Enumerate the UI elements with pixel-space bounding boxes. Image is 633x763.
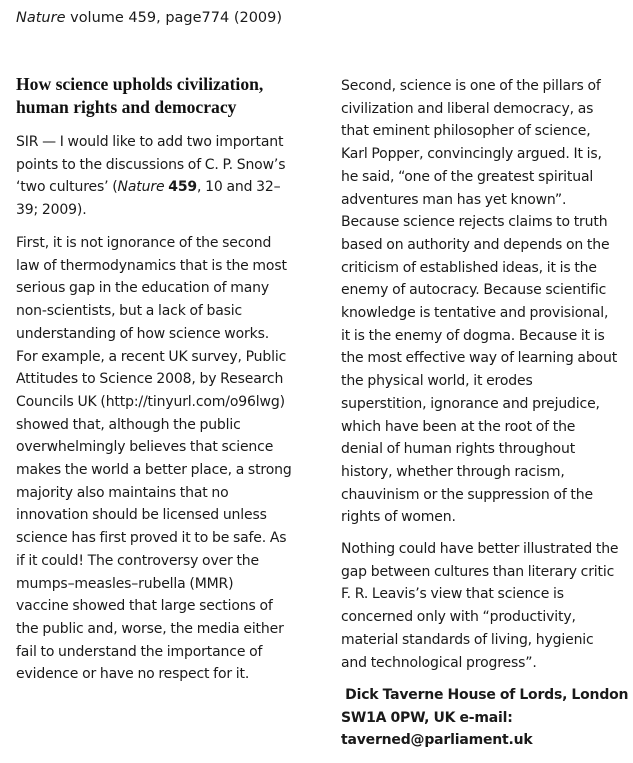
text-line: which have been at the root of the [341, 418, 576, 435]
journal-name: Nature [117, 179, 165, 196]
text-line: the public and, worse, the media either [16, 620, 284, 637]
text-line: mumps–measles–rubella (MMR) [16, 575, 234, 592]
paragraph-intro [16, 131, 285, 222]
title-line: How science upholds civilization, [16, 74, 264, 94]
text-line: it is the enemy of dogma. Because it is [341, 327, 605, 344]
text-line: history, whether through racism, [341, 463, 565, 480]
text-line: serious gap in the education of many [16, 280, 270, 297]
text-line: he said, “one of the greatest spiritual [341, 168, 594, 185]
text-line: based on authority and depends on the [341, 236, 610, 253]
signature-line: Dick Taverne House of Lords, London [341, 687, 629, 703]
article-title [16, 73, 263, 119]
text-line: superstition, ignorance and prejudice, [341, 395, 600, 412]
text-line: that eminent philosopher of science, [341, 123, 591, 140]
text-line: adventures man has yet known”. [341, 191, 567, 208]
text-line: the physical world, it erodes [341, 373, 533, 390]
text-line: material standards of living, hygienic [341, 631, 594, 648]
text-line: the most effective way of learning about [341, 350, 618, 367]
text-span: , 10 and 32– [197, 179, 281, 196]
text-line: and technological progress”. [341, 654, 537, 671]
text-line: rights of women. [341, 509, 456, 526]
text-line: knowledge is tentative and provisional, [341, 305, 609, 322]
volume-number: 459 [168, 179, 198, 196]
text-line: understanding of how science works. [16, 325, 270, 342]
text-line: vaccine showed that large sections of [16, 598, 273, 615]
text-line: non-scientists, but a lack of basic [16, 303, 243, 320]
text-line: denial of human rights throughout [341, 441, 576, 458]
text-line: enemy of autocracy. Because scientific [341, 282, 607, 299]
signature-line: SW1A 0PW, UK e-mail: [341, 709, 513, 726]
text-line: evidence or have no respect for it. [16, 666, 250, 683]
text-line: law of thermodynamics that is the most [16, 257, 287, 274]
text-line: points to the discussions of C. P. Snow’s [16, 156, 286, 173]
text-line: chauvinism or the suppression of the [341, 486, 593, 503]
text-line: Because science rejects claims to truth [341, 214, 608, 231]
text-line: innovation should be licensed unless [16, 507, 267, 524]
citation-details: volume 459, page774 (2009) [65, 10, 283, 26]
text-line: 39; 2009). [16, 202, 87, 219]
author-signature [341, 684, 628, 752]
text-line: gap between cultures than literary critic [341, 563, 615, 580]
text-line: Second, science is one of the pillars of [341, 78, 601, 94]
text-line: if it could! The controversy over the [16, 552, 259, 569]
text-line: Attitudes to Science 2008, by Research [16, 371, 284, 388]
paragraph-second-point [341, 75, 617, 529]
citation-journal: Nature [16, 10, 66, 26]
citation [16, 8, 282, 28]
text-line: Councils UK (http://tinyurl.com/o96lwg) [16, 393, 285, 410]
text-line: makes the world a better place, a strong [16, 462, 292, 479]
paragraph-first-point [16, 232, 292, 686]
text-line: For example, a recent UK survey, Public [16, 348, 287, 365]
text-line: science has first proved it to be safe. As [16, 530, 287, 547]
text-line: F. R. Leavis’s view that science is [341, 586, 564, 603]
text-line: criticism of established ideas, it is the [341, 259, 597, 276]
text-line: overwhelmingly believes that science [16, 439, 274, 456]
title-line: human rights and democracy [16, 97, 237, 117]
text-line: concerned only with “productivity, [341, 609, 576, 626]
text-span: ‘two cultures’ ( [16, 179, 118, 196]
text-line: Karl Popper, convincingly argued. It is, [341, 146, 602, 163]
signature-line: taverned@parliament.uk [341, 732, 533, 749]
text-line: majority also maintains that no [16, 484, 229, 501]
text-line: SIR — I would like to add two important [16, 134, 284, 150]
text-line: First, it is not ignorance of the second [16, 235, 272, 251]
text-line: civilization and liberal democracy, as [341, 100, 594, 117]
text-line: fail to understand the importance of [16, 643, 263, 660]
text-line [16, 176, 285, 199]
text-line: showed that, although the public [16, 416, 241, 433]
text-line: Nothing could have better illustrated the [341, 541, 619, 557]
paragraph-conclusion [341, 538, 618, 674]
